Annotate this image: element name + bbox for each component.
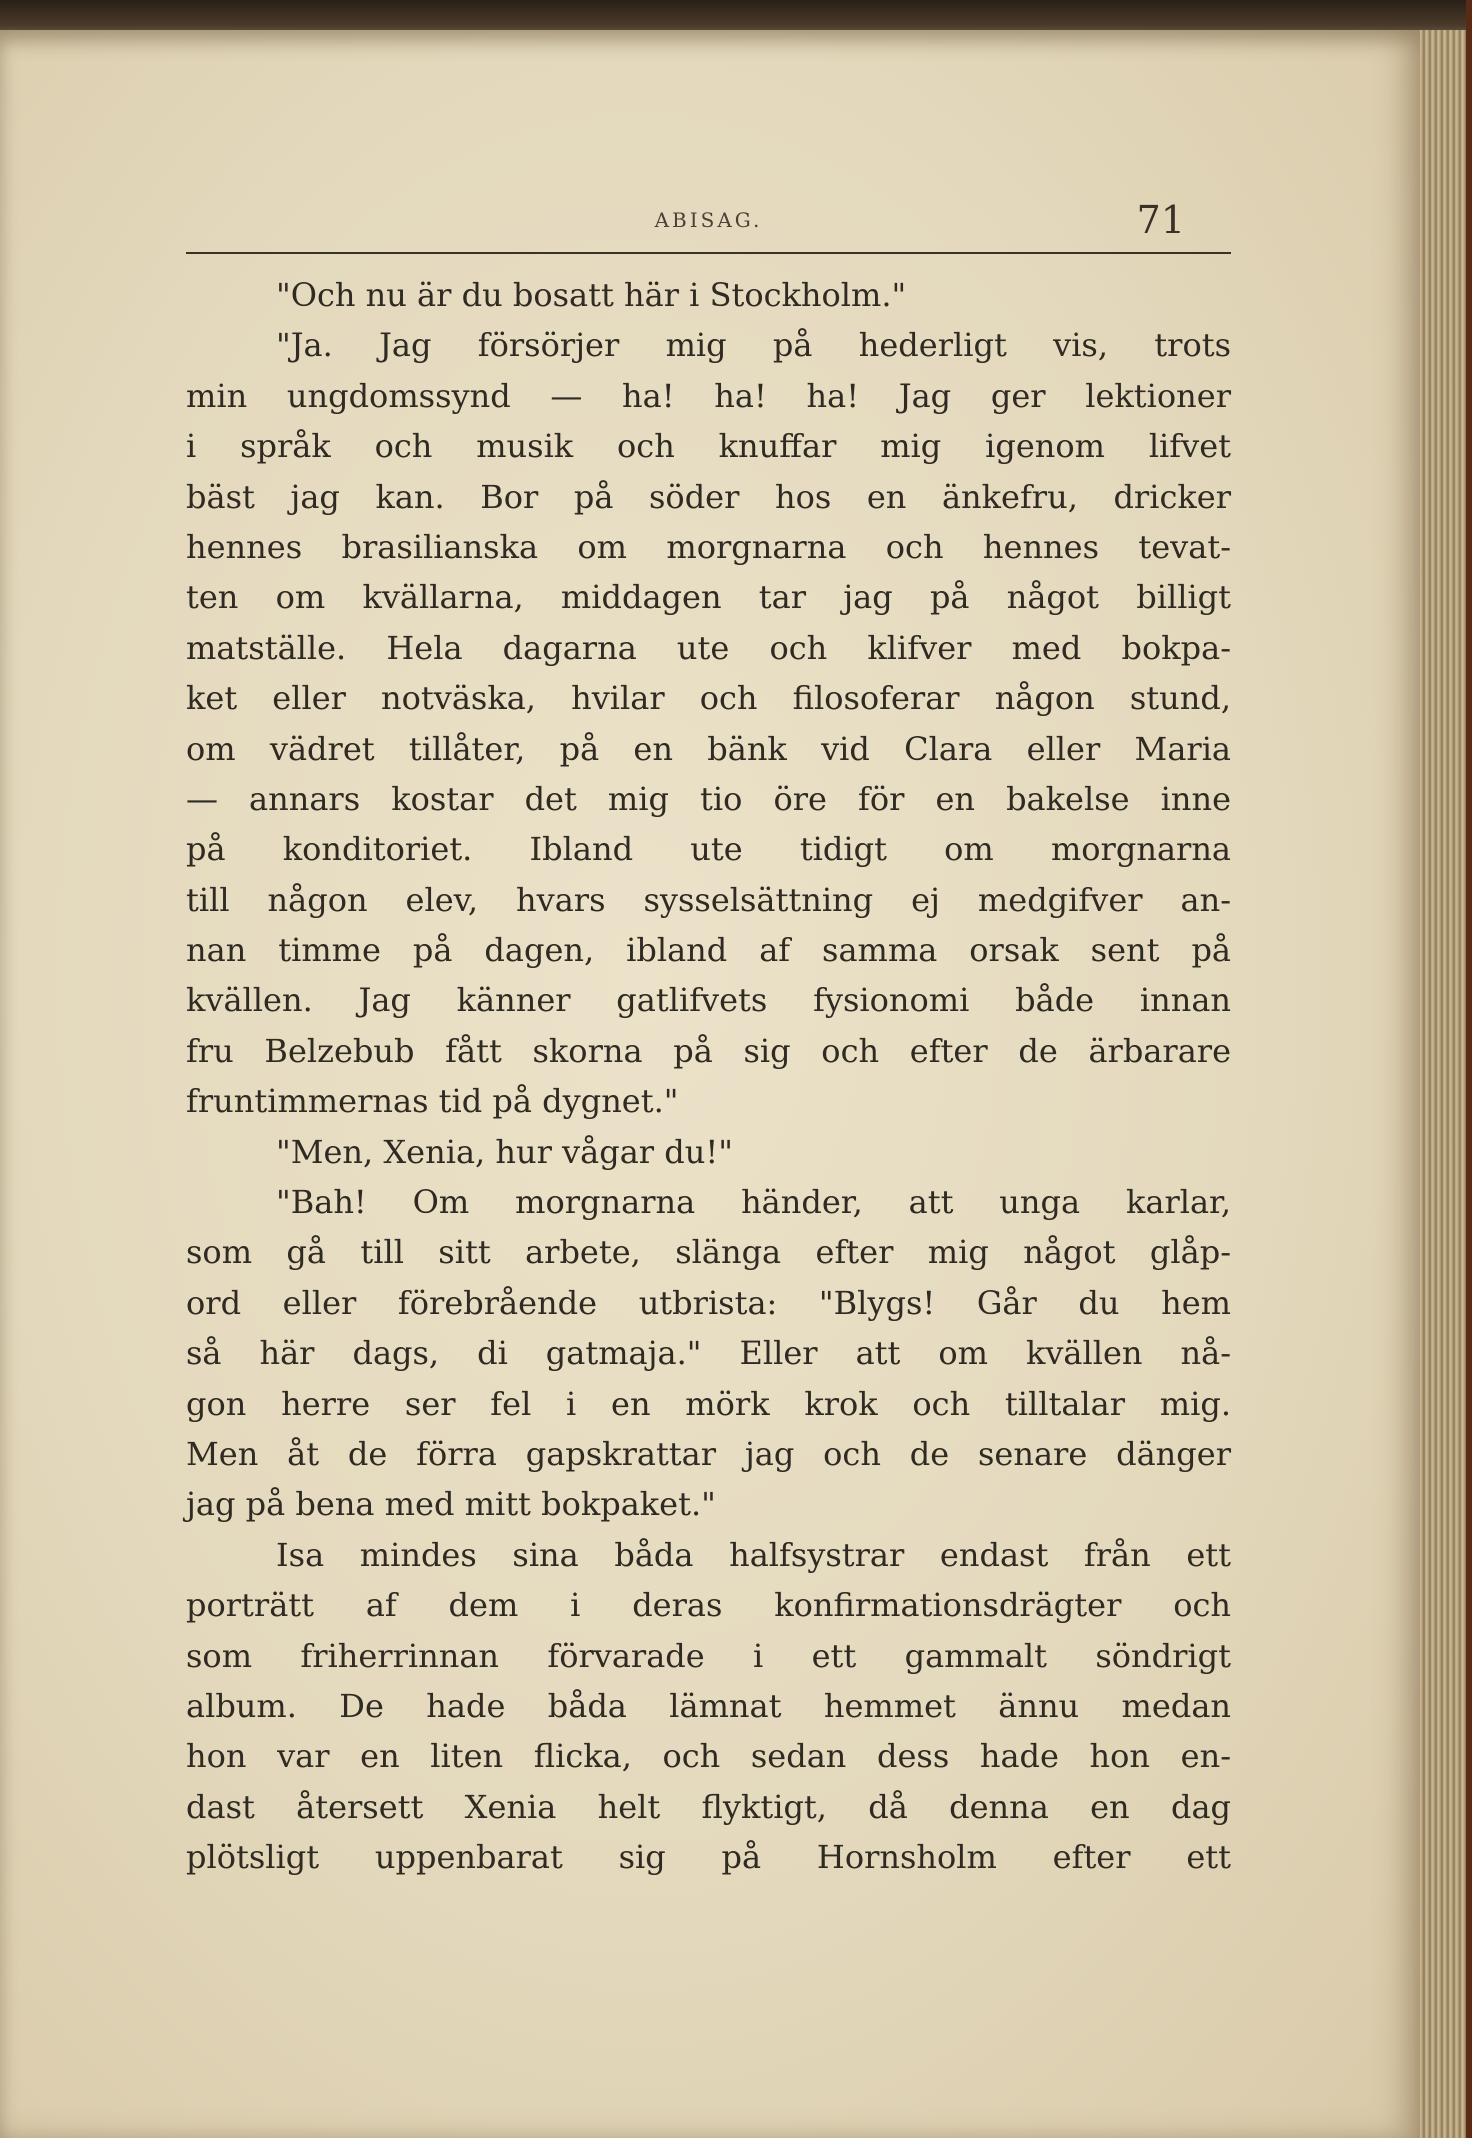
text-line: nan timme på dagen, ibland af samma orsak sent på [186, 931, 1231, 970]
text-line: matställe. Hela dagarna ute och klifver med bokpa- [186, 628, 1231, 667]
text-line: "Ja. Jag försörjer mig på hederligt vis, trots [276, 326, 1231, 365]
text-line: som gå till sitt arbete, slänga efter mig något glåp- [186, 1233, 1231, 1272]
text-line: hennes brasilianska om morgnarna och hennes tevat- [186, 527, 1231, 566]
text-line: som friherrinnan förvarade i ett gammalt söndrigt [186, 1636, 1231, 1675]
text-line: fru Belzebub fått skorna på sig och efter de ärbarare [186, 1031, 1231, 1070]
page-header [186, 196, 1231, 254]
text-line: i språk och musik och knuffar mig igenom lifvet [186, 427, 1231, 466]
text-line: porträtt af dem i deras konfirmationsdrägter och [186, 1586, 1231, 1625]
body-text [186, 270, 1231, 1883]
text-line: ket eller notväska, hvilar och filosoferar någon stund, [186, 679, 1231, 718]
text-line: — annars kostar det mig tio öre för en bakelse inne [186, 779, 1231, 818]
text-line: ord eller förebrående utbrista: "Blygs! Går du hem [186, 1283, 1231, 1322]
text-line: Isa mindes sina båda halfsystrar endast från ett [276, 1535, 1231, 1574]
text-line: "Men, Xenia, hur vågar du!" [276, 1132, 733, 1171]
page-number: 71 [1136, 198, 1185, 242]
text-line: "Och nu är du bosatt här i Stockholm." [276, 276, 907, 314]
text-line: om vädret tillåter, på en bänk vid Clara eller Maria [186, 729, 1231, 768]
text-line: fruntimmernas tid på dygnet." [186, 1082, 679, 1121]
text-line: ten om kvällarna, middagen tar jag på något billigt [186, 578, 1231, 617]
book-binding [1466, 0, 1472, 2138]
text-line: Men åt de förra gapskrattar jag och de senare dänger [186, 1434, 1231, 1473]
text-line: kvällen. Jag känner gatlifvets fysionomi både innan [186, 981, 1231, 1020]
text-line: min ungdomssynd — ha! ha! ha! Jag ger lektioner [186, 376, 1231, 415]
running-head: ABISAG. [654, 208, 763, 232]
text-line: dast återsett Xenia helt flyktigt, då denna en dag [186, 1787, 1231, 1826]
page-stack-edge [1420, 30, 1472, 2138]
text-line: gon herre ser fel i en mörk krok och tilltalar mig. [186, 1384, 1231, 1423]
text-line: på konditoriet. Ibland ute tidigt om morgnarna [186, 830, 1231, 869]
text-line: "Bah! Om morgnarna händer, att unga karlar, [276, 1183, 1231, 1222]
text-line: hon var en liten flicka, och sedan dess hade hon en- [186, 1737, 1231, 1776]
text-line: album. De hade båda lämnat hemmet ännu medan [186, 1686, 1231, 1725]
text-line: till någon elev, hvars sysselsättning ej medgifver an- [186, 880, 1231, 919]
text-line: så här dags, di gatmaja." Eller att om kvällen nå- [186, 1334, 1231, 1373]
text-line: plötsligt uppenbarat sig på Hornsholm efter ett [186, 1838, 1231, 1877]
text-line: bäst jag kan. Bor på söder hos en änkefru, dricker [186, 477, 1231, 516]
text-line: jag på bena med mitt bokpaket." [186, 1485, 716, 1524]
